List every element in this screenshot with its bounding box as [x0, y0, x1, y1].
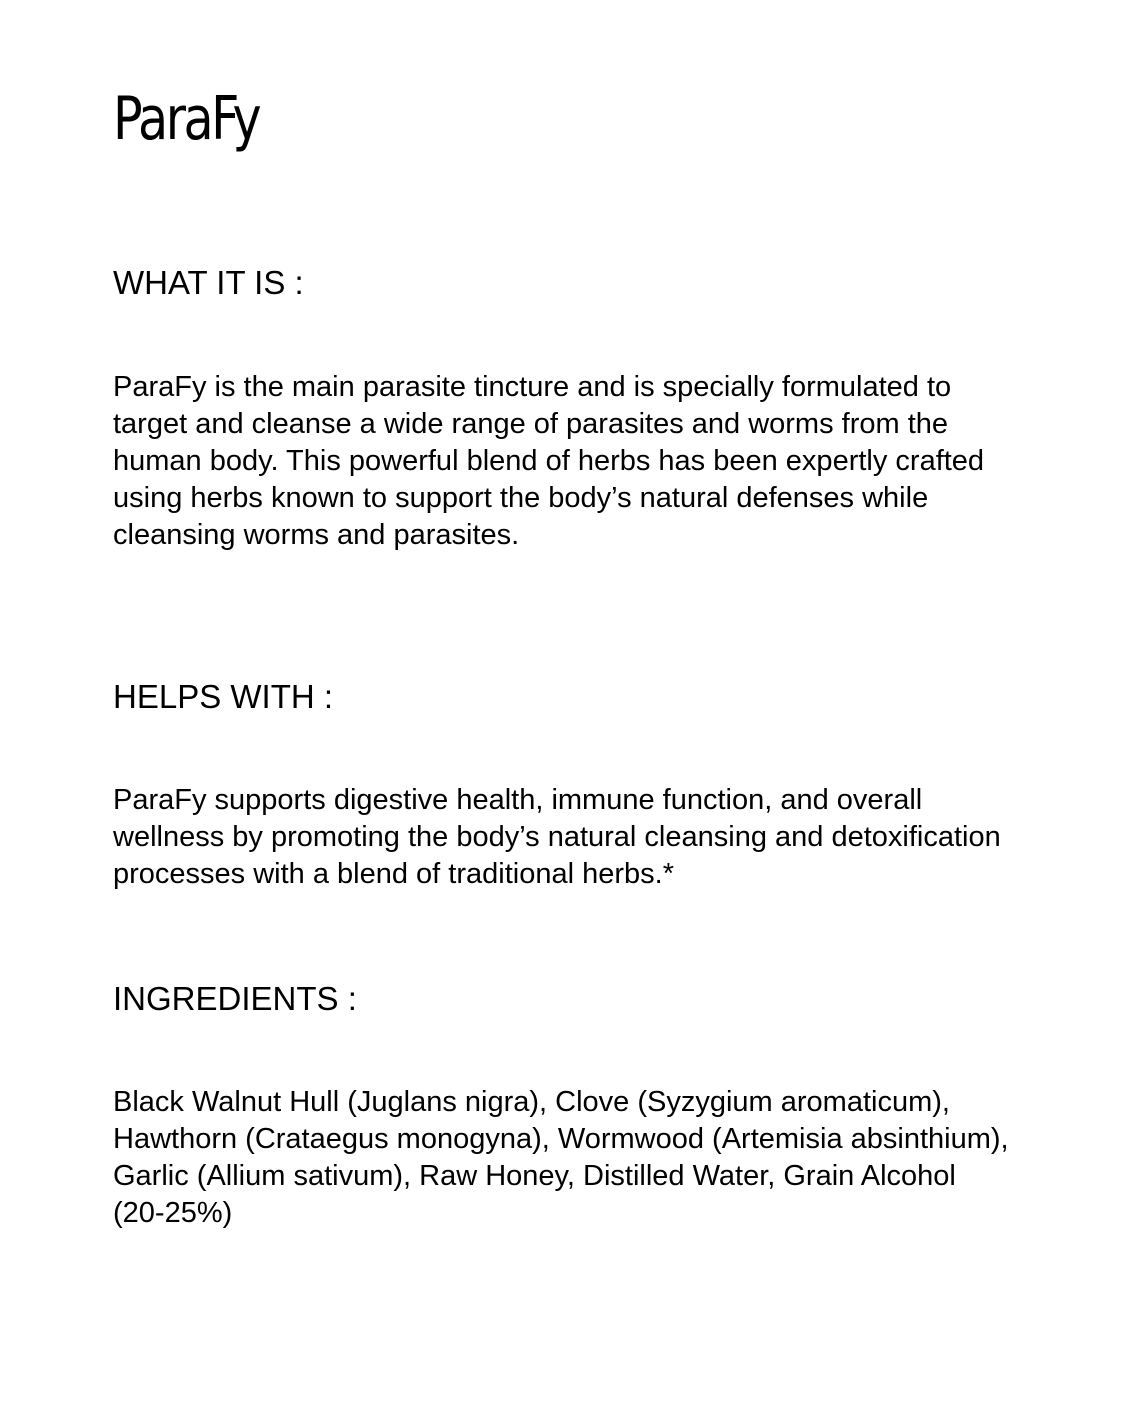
section-heading-helps-with: HELPS WITH :: [113, 678, 334, 715]
section-body-helps-with: ParaFy supports digestive health, immune function, and overall wellness by promoting the body’s natural cleansing and detoxification processes with a blend of traditional herbs.*: [113, 784, 1001, 890]
product-title: ParaFy: [113, 84, 260, 154]
section-body-ingredients: Black Walnut Hull (Juglans nigra), Clove (Syzygium aromaticum), Hawthorn (Crataegus monogyna), Wormwood (Artemisia absinthium), Garlic (Allium sativum), Raw Honey, Distilled Water, Grain Alcohol (20-25%): [113, 1086, 1009, 1229]
section-body-what-it-is: ParaFy is the main parasite tincture and is specially formulated to target and cleanse a wide range of parasites and worms from the human body. This powerful blend of herbs has been expertly crafted using herbs known to support the body’s natural defenses while cleansing worms and parasites.: [113, 371, 985, 551]
section-heading-ingredients: INGREDIENTS :: [113, 980, 357, 1017]
section-heading-what-it-is: WHAT IT IS :: [113, 264, 304, 301]
